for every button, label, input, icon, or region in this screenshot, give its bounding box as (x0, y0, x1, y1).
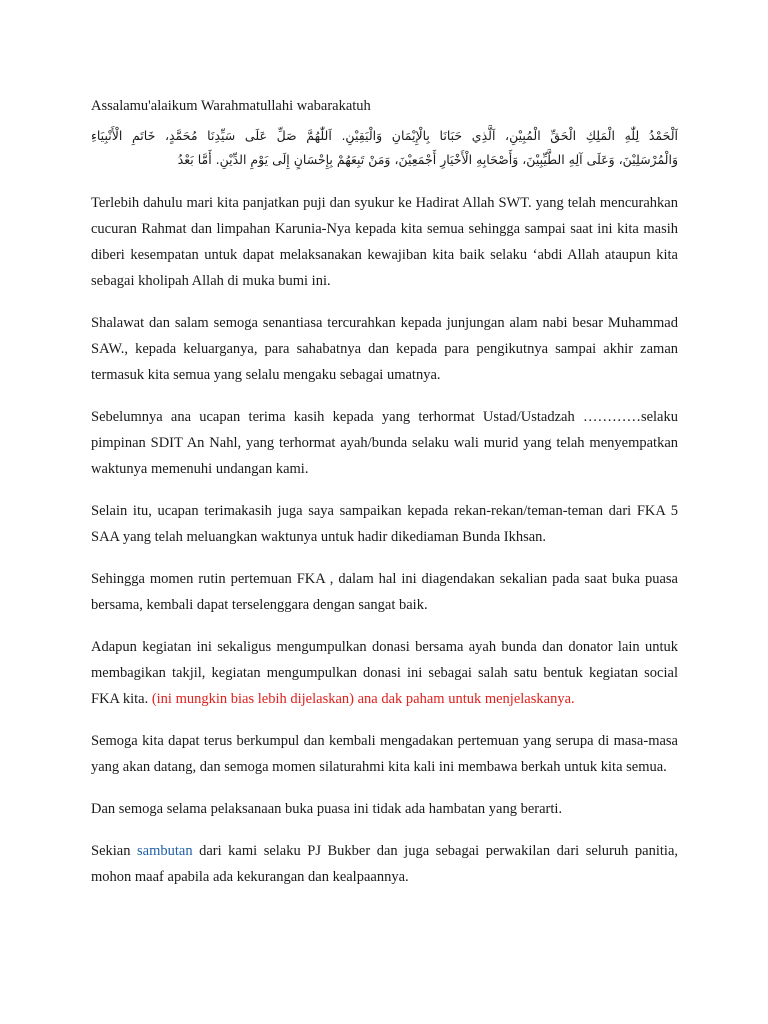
paragraph-donation (91, 634, 678, 712)
sambutan-link[interactable]: sambutan (137, 843, 193, 859)
greeting-line: Assalamu'alaikum Warahmatullahi wabarakatuh (91, 98, 371, 114)
paragraph-no-obstacles: Dan semoga selama pelaksanaan buka puasa ini tidak ada hambatan yang berarti. (91, 801, 563, 817)
paragraph-routine-meeting: Sehingga momen rutin pertemuan FKA , dalam hal ini diagendakan sekalian pada saat buka puasa bersama, kembali dapat terselenggara dengan sangat baik. (91, 571, 678, 613)
paragraph-gratitude: Terlebih dahulu mari kita panjatkan puji dan syukur ke Hadirat Allah SWT. yang telah mencurahkan cucuran Rahmat dan limpahan Karunia-Nya kepada kita semua sehingga sampai saat ini kita masih diberi kesempatan untuk dapat melaksanakan kewajiban kita baik selaku ‘abdi Allah ataupun kita sebagai kholipah Allah di muka bumi ini. (91, 195, 678, 289)
closing-text-end: dari kami selaku PJ Bukber dan juga sebagai perwakilan dari seluruh panitia, mohon maaf apabila ada kekurangan dan kealpaannya. (91, 843, 679, 885)
paragraph-thanks-hosts: Sebelumnya ana ucapan terima kasih kepada yang terhormat Ustad/Ustadzah …………selaku pimpinan SDIT An Nahl, yang terhormat ayah/bunda selaku wali murid yang telah menyempatkan waktunya memenuhi undangan kami. (91, 409, 678, 477)
paragraph-hope: Semoga kita dapat terus berkumpul dan kembali mengadakan pertemuan yang serupa di masa-masa yang akan datang, dan semoga momen silaturahmi kita kali ini membawa berkah untuk kita semua. (91, 733, 678, 775)
paragraph-closing (91, 838, 678, 890)
document-page (91, 96, 678, 906)
arabic-line-2: وَالْمُرْسَلِيْنَ، وَعَلَى آلِهِ الطَّيِّبِيْنَ، وَأَصْحَابِهِ الْأَخْيَارِ أَجْمَعِيْنَ، وَمَنْ تَبِعَهُمْ بِإِحْسَانٍ إِلَى يَوْمِ الدِّيْنِ. أَمَّا بَعْدُ (177, 152, 678, 167)
donation-text: Adapun kegiatan ini sekaligus mengumpulkan donasi bersama ayah bunda dan donator lain untuk membagikan takjil, kegiatan mengumpulkan donasi ini sebagai salah satu bentuk kegiatan social FKA kita. (91, 639, 678, 707)
closing-text-start: Sekian (91, 843, 137, 859)
paragraph-thanks-friends: Selain itu, ucapan terimakasih juga saya sampaikan kepada rekan-rekan/teman-teman dari FKA 5 SAA yang telah meluangkan waktunya untuk hadir dikediaman Bunda Ikhsan. (91, 503, 678, 545)
editor-note: (ini mungkin bias lebih dijelaskan) ana dak paham untuk menjelaskanya. (151, 691, 575, 707)
arabic-line-1: اَلْحَمْدُ لِلّٰهِ الْمَلِكِ الْحَقِّ الْمُبِيْنِ، اَلَّذِي حَبَانَا بِالْإِيْمَانِ وَالْيَقِيْنِ. اَللّٰهُمَّ صَلِّ عَلَى سَيِّدِنَا مُحَمَّدٍ، خَاتَمِ الْأَنْبِيَاءِ (91, 128, 678, 143)
arabic-opening (91, 124, 678, 172)
paragraph-shalawat: Shalawat dan salam semoga senantiasa tercurahkan kepada junjungan alam nabi besar Muhammad SAW., kepada keluarganya, para sahabatnya dan kepada para pengikutnya sampai akhir zaman termasuk kita semua yang selalu mengaku sebagai umatnya. (91, 315, 678, 383)
